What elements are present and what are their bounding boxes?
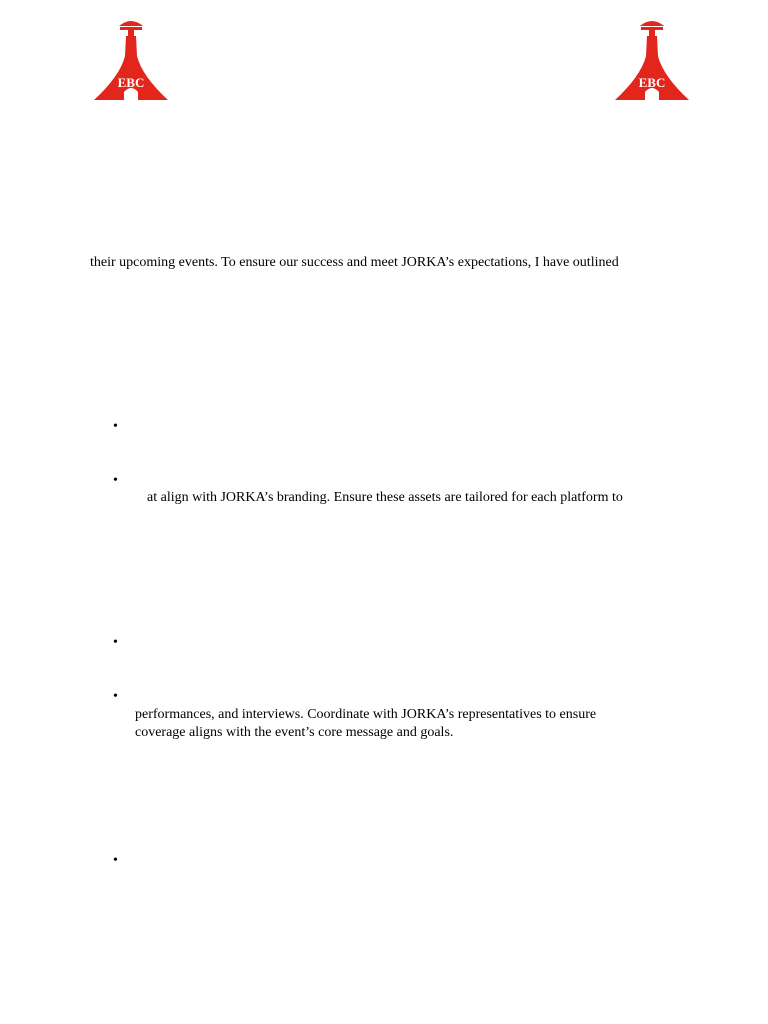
logo-text: EBC	[117, 75, 145, 90]
bullet-item-text: at align with JORKA’s branding. Ensure these assets are tailored for each platform to	[147, 490, 623, 505]
ebc-logo-icon	[92, 16, 170, 106]
bullet-marker: •	[113, 853, 118, 868]
bullet-marker: •	[113, 419, 118, 434]
ebc-logo-right	[613, 16, 691, 106]
ebc-logo-left	[92, 16, 170, 106]
logo-text: EBC	[638, 75, 666, 90]
bullet-item-text: performances, and interviews. Coordinate with JORKA’s representatives to ensure	[135, 707, 597, 722]
bullet-marker: •	[113, 635, 118, 650]
intro-text-line: their upcoming events. To ensure our success and meet JORKA’s expectations, I have outlined	[90, 255, 619, 270]
bullet-marker: •	[113, 689, 118, 704]
ebc-logo-icon	[613, 16, 691, 106]
bullet-marker: •	[113, 473, 118, 488]
bullet-item-text: coverage aligns with the event’s core message and goals.	[135, 725, 454, 740]
